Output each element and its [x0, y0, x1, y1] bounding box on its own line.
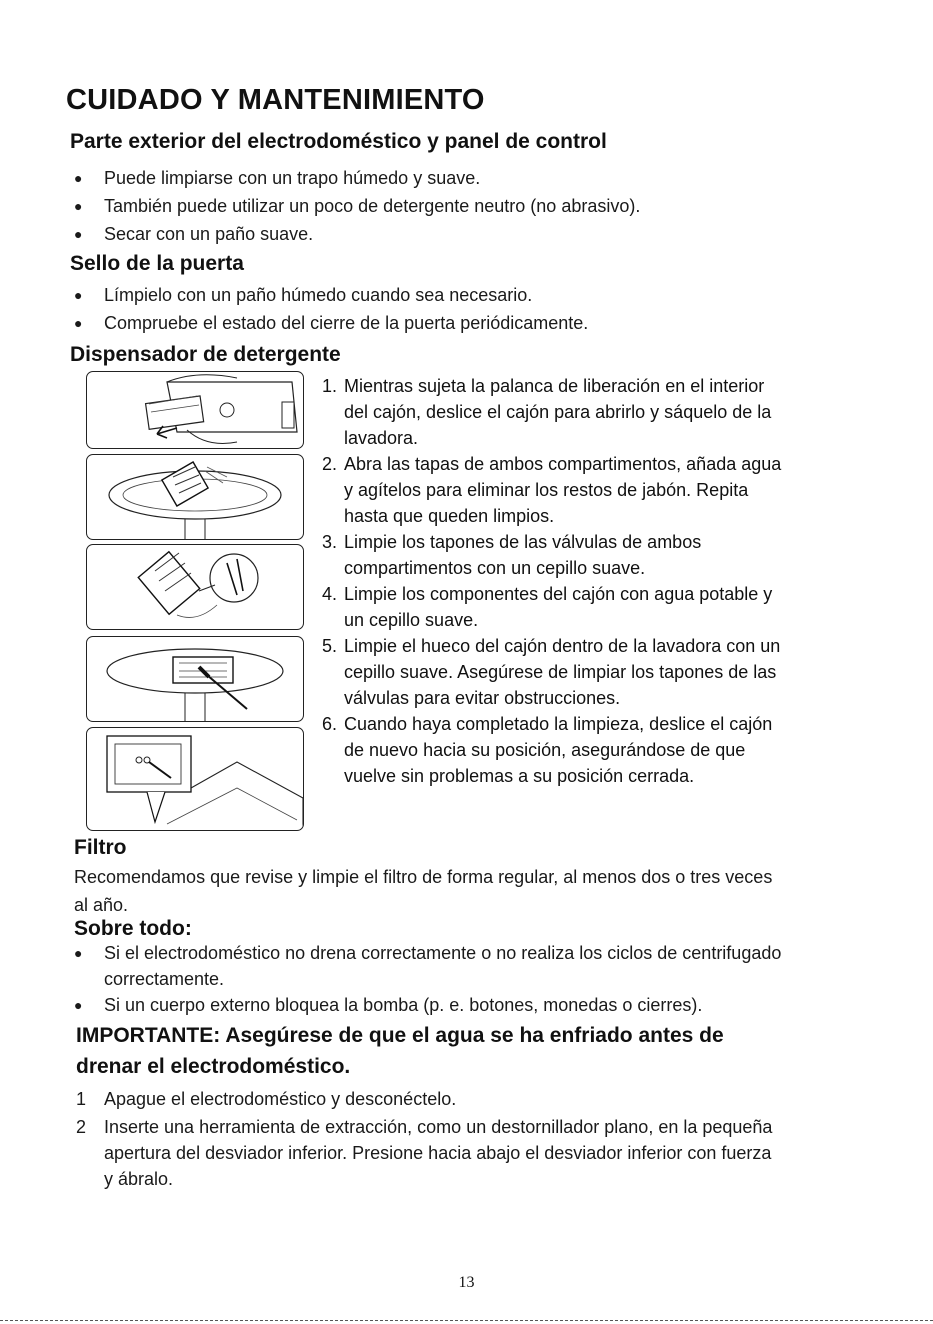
- above-all-heading: Sobre todo:: [74, 917, 192, 940]
- list-item: [322, 711, 792, 789]
- list-item: [70, 940, 790, 992]
- list-item-text: Si un cuerpo externo bloquea la bomba (p. e. botones, monedas o cierres).: [104, 995, 703, 1015]
- page-title: CUIDADO Y MANTENIMIENTO: [66, 84, 485, 116]
- list-item: [322, 581, 792, 633]
- drawer-brush-illustration: [86, 636, 304, 722]
- bullet-icon: ●: [74, 315, 83, 331]
- list-item: [76, 1114, 776, 1192]
- list-item: [70, 282, 870, 310]
- list-item: [70, 221, 870, 249]
- drawer-washing-illustration: [86, 454, 304, 540]
- page-number: 13: [458, 1274, 475, 1291]
- bullet-icon: ●: [74, 226, 83, 242]
- drawer-insert-illustration: [86, 727, 304, 831]
- step-number: 3.: [322, 532, 338, 552]
- list-item-text: Puede limpiarse con un trapo húmedo y suave.: [104, 168, 481, 188]
- step-text: Cuando haya completado la limpieza, deslice el cajón de nuevo hacia su posición, asegurándose de que vuelve sin problemas a su posición cerrada.: [344, 714, 773, 786]
- step-text: Abra las tapas de ambos compartimentos, añada agua y agítelos para eliminar los restos de jabón. Repita hasta que queden limpios.: [344, 454, 782, 526]
- page-border: [0, 1320, 933, 1321]
- list-item: [70, 193, 870, 221]
- step-text: Limpie los tapones de las válvulas de ambos compartimentos con un cepillo suave.: [344, 532, 702, 578]
- list-item: [322, 633, 792, 711]
- list-item: [322, 451, 792, 529]
- step-number: 4.: [322, 584, 338, 604]
- list-item: [76, 1086, 776, 1112]
- dispenser-heading: Dispensador de detergente: [70, 343, 341, 366]
- drawer-removal-illustration: [86, 371, 304, 449]
- list-item: [70, 310, 870, 338]
- list-item: [322, 373, 792, 451]
- step-number: 6.: [322, 714, 338, 734]
- list-item-text: Límpielo con un paño húmedo cuando sea necesario.: [104, 285, 533, 305]
- above-all-bullet-list: [70, 940, 790, 1018]
- filter-heading: Filtro: [74, 836, 127, 859]
- important-warning: IMPORTANTE: Asegúrese de que el agua se ha enfriado antes de drenar el electrodoméstico.: [76, 1024, 724, 1078]
- bullet-icon: ●: [74, 287, 83, 303]
- drawer-washing-drawing: [87, 455, 303, 539]
- step-text: Limpie los componentes del cajón con agua potable y un cepillo suave.: [344, 584, 773, 630]
- seal-bullet-list: [70, 282, 870, 338]
- bullet-icon: ●: [74, 198, 83, 214]
- list-item-text: Compruebe el estado del cierre de la puerta periódicamente.: [104, 313, 589, 333]
- exterior-bullet-list: [70, 165, 870, 249]
- list-item-text: Si el electrodoméstico no drena correctamente o no realiza los ciclos de centrifugado correctamente.: [104, 943, 782, 989]
- drain-steps: [76, 1086, 776, 1192]
- list-item: [322, 529, 792, 581]
- step-text: Apague el electrodoméstico y desconéctelo.: [104, 1089, 457, 1109]
- step-number: 1: [76, 1089, 87, 1109]
- drawer-brush-drawing: [87, 637, 303, 721]
- list-item-text: Secar con un paño suave.: [104, 224, 314, 244]
- step-text: Limpie el hueco del cajón dentro de la lavadora con un cepillo suave. Asegúrese de limpiar los tapones de las válvulas para evitar obstrucciones.: [344, 636, 781, 708]
- step-number: 2.: [322, 454, 338, 474]
- step-number: 1.: [322, 376, 338, 396]
- valve-brush-drawing: [87, 545, 303, 629]
- step-number: 2: [76, 1117, 87, 1137]
- bullet-icon: ●: [74, 945, 83, 961]
- dispenser-steps: [322, 373, 792, 789]
- list-item: [70, 992, 790, 1018]
- list-item: [70, 165, 870, 193]
- valve-brush-illustration: [86, 544, 304, 630]
- step-number: 5.: [322, 636, 338, 656]
- step-text: Mientras sujeta la palanca de liberación en el interior del cajón, deslice el cajón para abrirlo y sáquelo de la lavadora.: [344, 376, 772, 448]
- seal-heading: Sello de la puerta: [70, 252, 244, 275]
- step-text: Inserte una herramienta de extracción, como un destornillador plano, en la pequeña apertura del desviador inferior. Presione hacia abajo el desviador inferior con fuerza y ábralo.: [104, 1117, 773, 1189]
- drawer-removal-drawing: [87, 372, 303, 448]
- bullet-icon: ●: [74, 170, 83, 186]
- drawer-insert-drawing: [87, 728, 303, 830]
- list-item-text: También puede utilizar un poco de detergente neutro (no abrasivo).: [104, 196, 641, 216]
- bullet-icon: ●: [74, 997, 83, 1013]
- filter-text: Recomendamos que revise y limpie el filtro de forma regular, al menos dos o tres veces al año.: [74, 867, 773, 915]
- exterior-heading: Parte exterior del electrodoméstico y panel de control: [70, 130, 607, 153]
